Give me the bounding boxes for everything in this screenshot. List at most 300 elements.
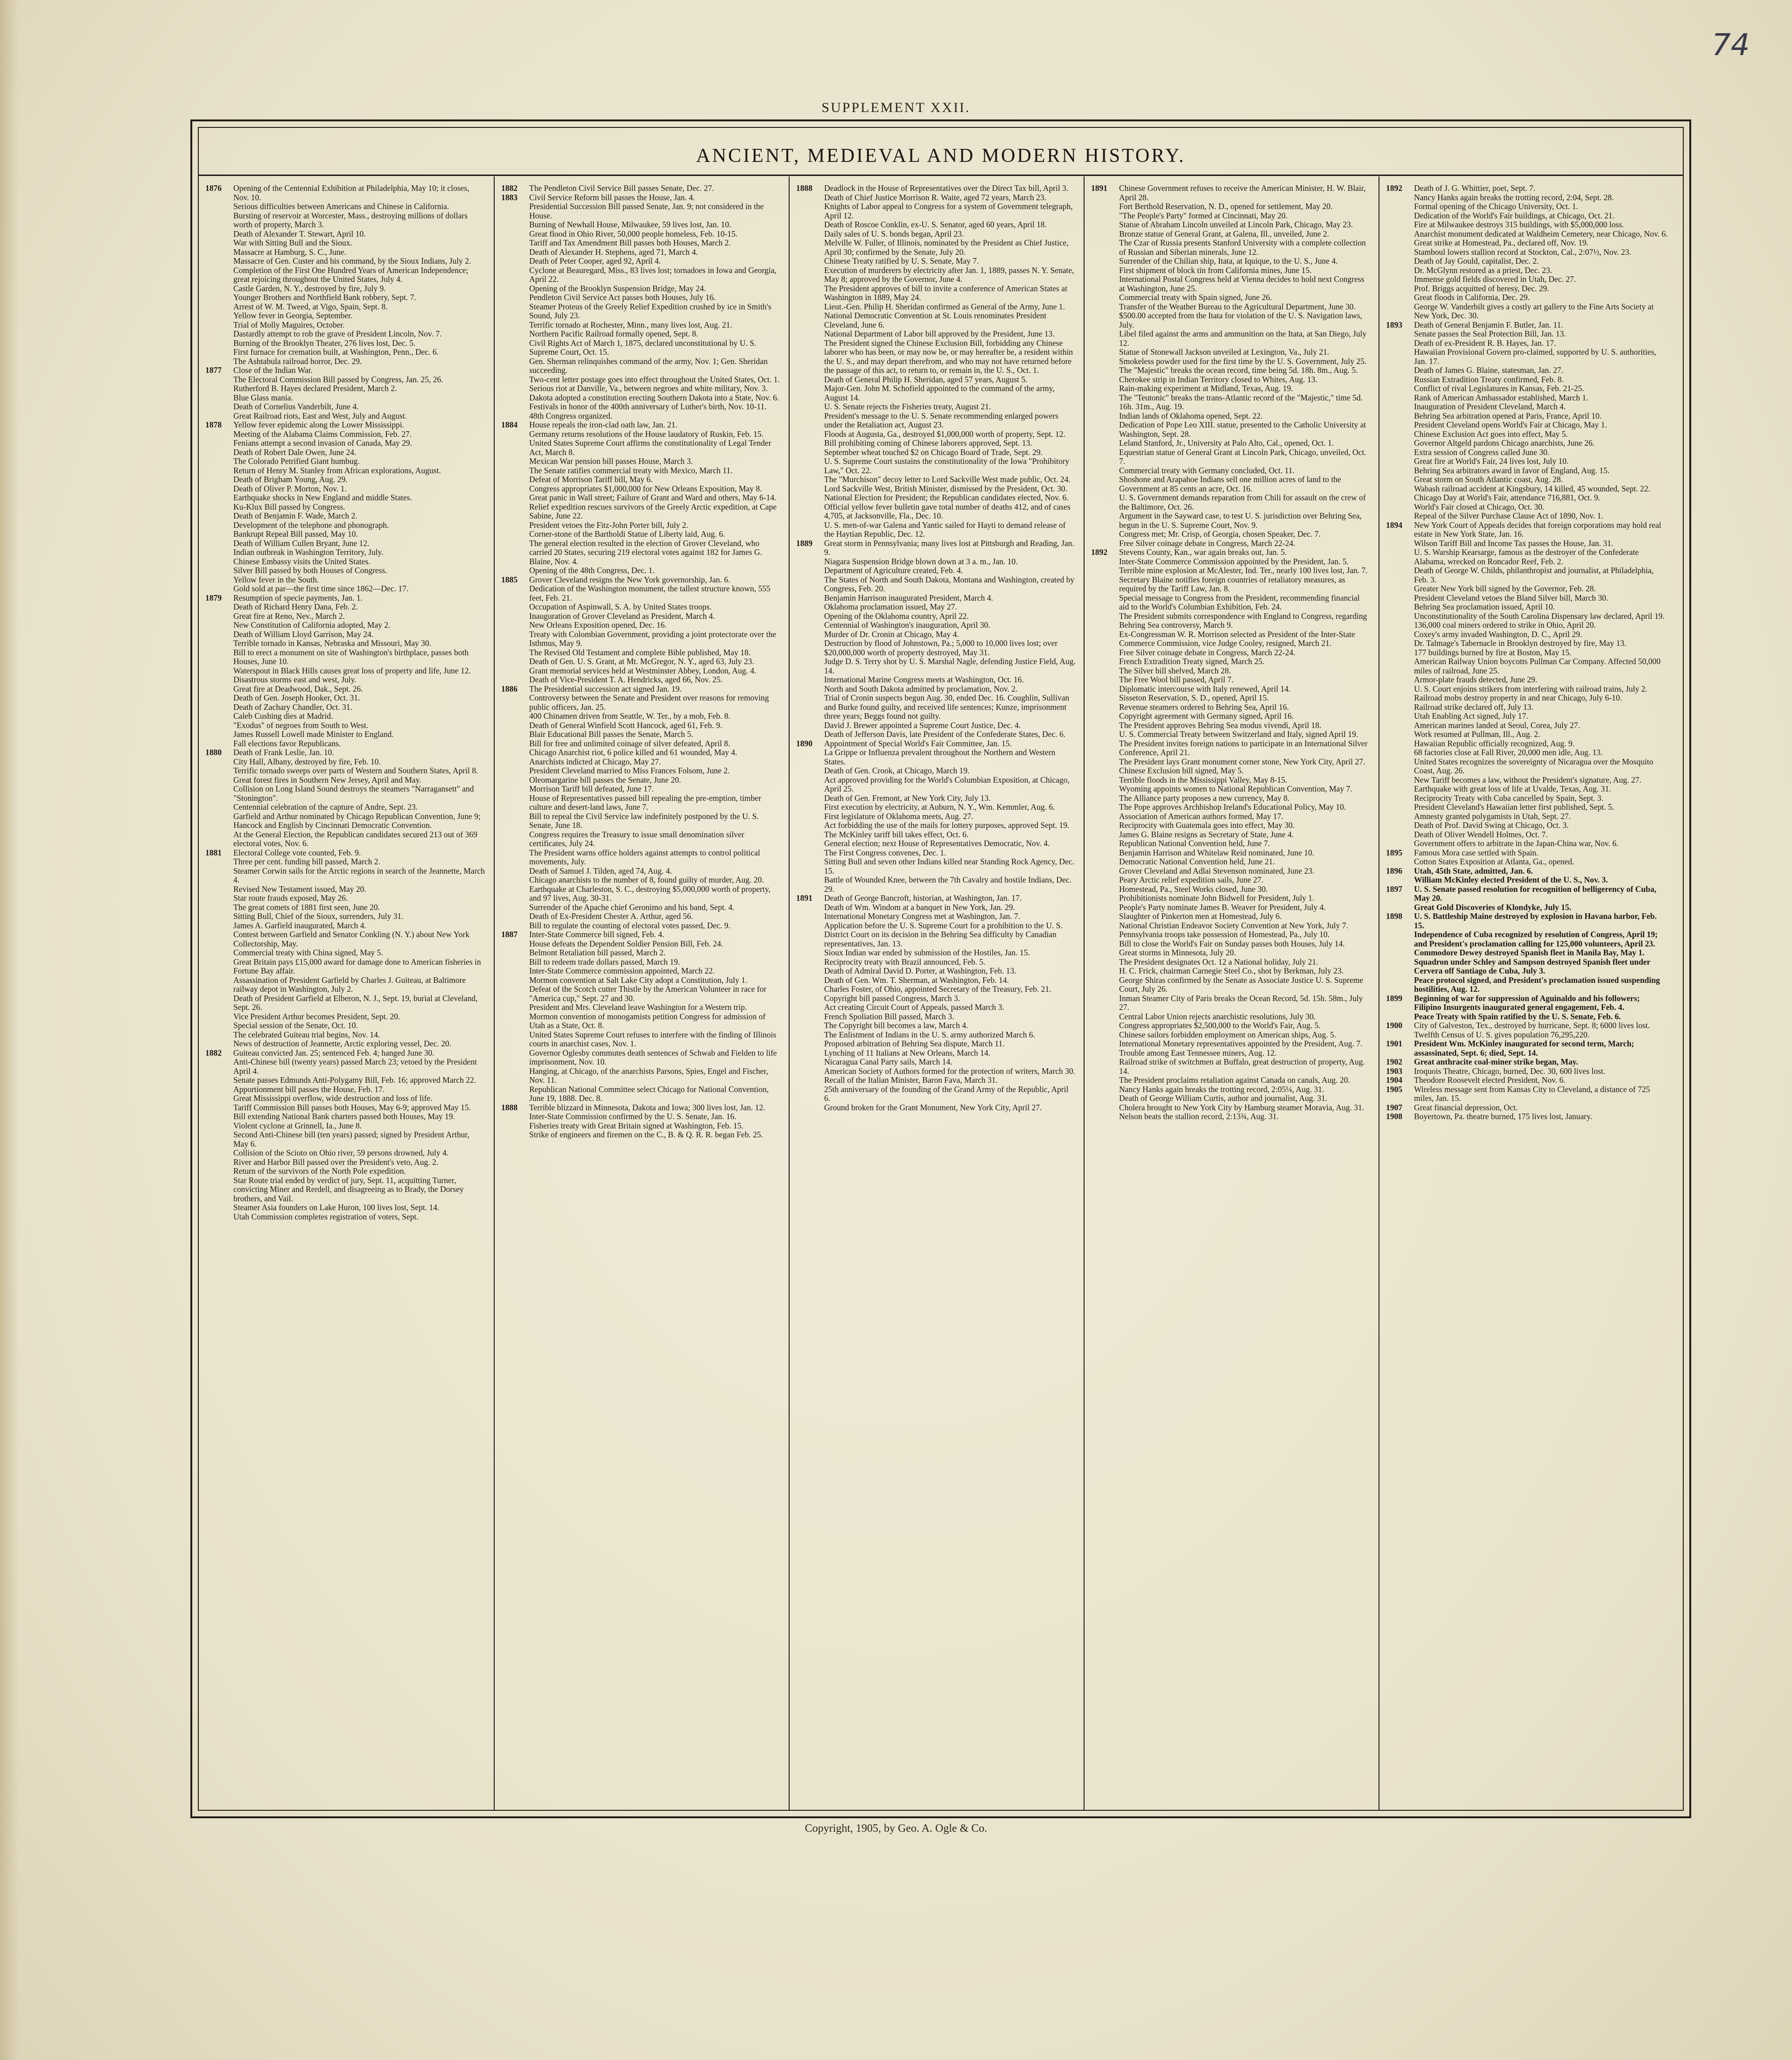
entry-text: Cotton States Exposition at Atlanta, Ga., opened. xyxy=(1414,857,1575,866)
history-entry xyxy=(205,248,486,257)
entry-text: Second Anti-Chinese bill (ten years) passed; signed by President Arthur, May 6. xyxy=(233,1130,469,1149)
history-entry xyxy=(796,193,1076,203)
entry-year xyxy=(205,393,233,403)
history-entry xyxy=(1386,930,1668,948)
entry-text: Serious riot at Danville, Va., between negroes and white military, Nov. 3. xyxy=(529,384,768,393)
entry-text: U. S. men-of-war Galena and Yantic sailed for Hayti to demand release of the Haytian Republic, Dec. 12. xyxy=(824,520,1066,539)
entry-text: Festivals in honor of the 400th anniversary of Luther's birth, Nov. 10-11. xyxy=(529,402,767,411)
entry-year xyxy=(1386,630,1414,639)
entry-text: Star Route trial ended by verdict of jury, Sept. 11, acquitting Turner, convicting Miner and Rerdell, and disagreeing as to Brady, the Dorsey brothers, and Vail. xyxy=(233,1175,464,1203)
entry-year: 1908 xyxy=(1386,1112,1402,1121)
entry-text: New Orleans Exposition opened, Dec. 16. xyxy=(529,620,667,630)
entry-text: Wilson Tariff Bill and Income Tax passes the House, Jan. 31. xyxy=(1414,538,1613,548)
entry-year: 1891 xyxy=(1091,184,1107,193)
entry-text: Death of Vice-President T. A. Hendricks, aged 66, Nov. 25. xyxy=(529,675,723,684)
entry-year xyxy=(205,921,233,931)
history-entry xyxy=(205,830,486,848)
entry-year xyxy=(501,393,529,403)
entry-year xyxy=(205,930,233,948)
entry-text: Great Britain pays £15,000 award for damage done to American fisheries in Fortune Bay affair. xyxy=(233,957,481,975)
entry-year xyxy=(205,894,233,903)
history-entry xyxy=(796,766,1076,776)
entry-year xyxy=(1091,839,1119,848)
history-entry xyxy=(205,448,486,457)
entry-text: Corner-stone of the Bartholdi Statue of Liberty laid, Aug. 6. xyxy=(529,529,725,539)
history-entry xyxy=(1091,694,1371,703)
entry-year xyxy=(1091,420,1119,439)
entry-text: Sitting Bull and seven other Indians killed near Standing Rock Agency, Dec. 15. xyxy=(824,857,1074,876)
history-entry xyxy=(205,639,486,648)
entry-text: Stevens County, Kan., war again breaks out, Jan. 5. xyxy=(1119,547,1287,557)
history-entry xyxy=(501,766,781,776)
entry-year xyxy=(205,384,233,393)
history-entry xyxy=(205,211,486,230)
entry-year xyxy=(205,757,233,767)
entry-year xyxy=(205,830,233,848)
history-entry xyxy=(1091,530,1371,539)
entry-text: Special message to Congress from the President, recommending financial aid to the World's Columbian Exhibition, Feb. 24. xyxy=(1119,593,1360,611)
entry-text: Sisseton Reservation, S. D., opened, April 15. xyxy=(1119,693,1269,702)
entry-text: Trouble among East Tennessee miners, Aug. 12. xyxy=(1119,1048,1277,1058)
entry-text: Anarchist monument dedicated at Waldheim Cemetery, near Chicago, Nov. 6. xyxy=(1414,229,1668,238)
entry-year xyxy=(1386,603,1414,612)
history-entry xyxy=(205,1112,486,1121)
entry-text: 68 factories close at Fall River, 20,000 men idle, Aug. 13. xyxy=(1414,748,1603,757)
entry-year xyxy=(205,1167,233,1176)
entry-year xyxy=(1386,284,1414,294)
history-entry xyxy=(1091,1049,1371,1058)
entry-text: President and Mrs. Cleveland leave Washington for a Western trip. xyxy=(529,1002,747,1012)
entry-text: French Extradition Treaty signed, March 25. xyxy=(1119,657,1265,666)
history-entry xyxy=(501,393,781,403)
entry-year xyxy=(205,448,233,457)
history-entry xyxy=(205,1058,486,1076)
entry-year xyxy=(796,794,824,803)
entry-year xyxy=(205,302,233,312)
entry-year xyxy=(501,985,529,1003)
entry-text: Amnesty granted polygamists in Utah, Sept. 27. xyxy=(1414,811,1571,821)
history-entry xyxy=(796,994,1076,1003)
entry-text: Chicago anarchists to the number of 8, found guilty of murder, Aug. 20. xyxy=(529,875,764,884)
history-entry xyxy=(1091,202,1371,211)
entry-text: The "Murchison" decoy letter to Lord Sackville West made public, Oct. 24. xyxy=(824,475,1071,484)
entry-year xyxy=(205,1012,233,1022)
entry-text: President Cleveland vetoes the Bland Silver bill, March 30. xyxy=(1414,593,1609,603)
entry-text: Presidential Succession Bill passed Senate, Jan. 9; not considered in the House. xyxy=(529,202,764,220)
history-entry xyxy=(205,384,486,393)
entry-text: Inter-State Commerce Commission appointed by the President, Jan. 5. xyxy=(1119,556,1349,566)
history-entry xyxy=(1091,967,1371,976)
entry-year xyxy=(1091,921,1119,931)
entry-text: First legislature of Oklahoma meets, Aug. 27. xyxy=(824,811,973,821)
history-entry xyxy=(796,967,1076,976)
history-entry xyxy=(796,448,1076,457)
history-entry xyxy=(1091,885,1371,894)
entry-year xyxy=(1091,293,1119,302)
entry-year xyxy=(205,1203,233,1212)
entry-text: Mexican War pension bill passes House, March 3. xyxy=(529,456,693,466)
entry-year xyxy=(205,1085,233,1094)
entry-year xyxy=(1091,776,1119,785)
entry-text: International Marine Congress meets at Washington, Oct. 16. xyxy=(824,675,1024,684)
entry-text: Indian outbreak in Washington Territory, July. xyxy=(233,547,384,557)
entry-year xyxy=(1386,757,1414,776)
entry-year xyxy=(205,211,233,230)
history-entry xyxy=(205,348,486,357)
entry-text: Pennsylvania troops take possession of Homestead, Pa., July 10. xyxy=(1119,930,1330,939)
entry-text: Return of Henry M. Stanley from African explorations, August. xyxy=(233,465,441,475)
history-entry xyxy=(501,420,781,430)
history-entry xyxy=(1386,521,1668,539)
entry-year xyxy=(1386,639,1414,648)
entry-text: Electoral College vote counted, Feb. 9. xyxy=(233,848,361,857)
history-entry xyxy=(501,230,781,239)
entry-year xyxy=(501,885,529,903)
entry-text: Arrest of W. M. Tweed, at Vigo, Spain, Sept. 8. xyxy=(233,301,388,311)
entry-text: Blue Glass mania. xyxy=(233,392,293,402)
entry-text: Statue of Abraham Lincoln unveiled at Lincoln Park, Chicago, May 23. xyxy=(1119,220,1353,229)
entry-text: Central Labor Union rejects anarchistic resolutions, July 30. xyxy=(1119,1011,1316,1021)
entry-year xyxy=(1091,830,1119,840)
entry-text: Great storm in Pennsylvania; many lives lost at Pittsburgh and Reading, Jan. 9. xyxy=(824,538,1074,557)
entry-year xyxy=(501,630,529,648)
history-entry xyxy=(1091,675,1371,685)
entry-year xyxy=(1386,958,1414,976)
history-entry xyxy=(1386,339,1668,348)
entry-year xyxy=(796,1058,824,1067)
entry-text: Yellow fever in the South. xyxy=(233,575,319,584)
history-entry xyxy=(796,903,1076,912)
history-entry xyxy=(1386,493,1668,503)
entry-year xyxy=(205,357,233,366)
entry-year xyxy=(796,439,824,448)
history-entry xyxy=(205,666,486,676)
history-entry xyxy=(205,329,486,339)
history-entry xyxy=(796,484,1076,494)
entry-text: The Silver bill shelved, March 28. xyxy=(1119,666,1231,675)
history-entry xyxy=(1091,867,1371,876)
history-entry xyxy=(205,1039,486,1049)
entry-year xyxy=(205,857,233,867)
entry-text: Statue of Stonewall Jackson unveiled at Lexington, Va., July 21. xyxy=(1119,347,1330,357)
history-entry xyxy=(1386,948,1668,958)
entry-text: U. S. Court enjoins strikers from interfering with railroad trains, July 2. xyxy=(1414,684,1648,694)
entry-text: Peace Treaty with Spain ratified by the U. S. Senate, Feb. 6. xyxy=(1414,1011,1621,1021)
entry-text: Major-Gen. John M. Schofield appointed to the command of the army, August 14. xyxy=(824,384,1055,402)
history-entry xyxy=(1091,493,1371,511)
entry-year xyxy=(796,521,824,539)
entry-text: Great forest fires in Southern New Jersey, April and May. xyxy=(233,775,421,785)
history-entry xyxy=(501,885,781,903)
entry-text: Bankrupt Repeal Bill passed, May 10. xyxy=(233,529,358,539)
history-entry xyxy=(501,1012,781,1030)
entry-year xyxy=(1386,703,1414,712)
entry-year xyxy=(205,1130,233,1149)
entry-text: Fort Berthold Reservation, N. D., opened for settlement, May 20. xyxy=(1119,202,1333,211)
history-entry xyxy=(1091,976,1371,994)
history-entry xyxy=(205,739,486,749)
entry-year xyxy=(1091,329,1119,348)
history-entry xyxy=(796,976,1076,985)
entry-text: Inman Steamer City of Paris breaks the Ocean Record, 5d. 15h. 58m., July 27. xyxy=(1119,993,1363,1012)
history-entry xyxy=(796,694,1076,721)
entry-year xyxy=(501,712,529,721)
entry-year xyxy=(501,1067,529,1085)
entry-text: Vice President Arthur becomes President, Sept. 20. xyxy=(233,1011,400,1021)
entry-text: Fire at Milwaukee destroys 315 buildings, with $5,000,000 loss. xyxy=(1414,220,1624,229)
entry-year xyxy=(205,457,233,466)
entry-text: Famous Mora case settled with Spain. xyxy=(1414,848,1539,857)
history-entry xyxy=(205,1176,486,1204)
entry-year xyxy=(501,302,529,321)
entry-text: Boyertown, Pa. theatre burned, 175 lives lost, January. xyxy=(1414,1112,1592,1121)
history-entry xyxy=(501,503,781,521)
entry-year xyxy=(796,675,824,685)
entry-text: Independence of Cuba recognized by resolution of Congress, April 19; and President's proclamation calling for 125,000 volunteers, April 23. xyxy=(1414,930,1658,948)
entry-text: American marines landed at Seoul, Corea, July 27. xyxy=(1414,720,1580,730)
entry-text: Chicago Day at World's Fair, attendance 716,881, Oct. 9. xyxy=(1414,493,1600,502)
entry-year: 1882 xyxy=(501,184,518,193)
entry-text: Controversy between the Senate and President over reasons for removing public officers, Jan. 25. xyxy=(529,693,769,712)
entry-text: Wyoming appoints women to National Republican Convention, May 7. xyxy=(1119,784,1352,793)
history-entry xyxy=(1091,1085,1371,1094)
entry-year xyxy=(1386,329,1414,339)
history-entry xyxy=(796,339,1076,375)
history-entry xyxy=(501,976,781,985)
entry-text: Massacre at Hamburg, S. C., June. xyxy=(233,247,346,257)
entry-year xyxy=(205,703,233,712)
entry-year xyxy=(796,1049,824,1058)
entry-year xyxy=(501,694,529,712)
history-entry xyxy=(796,439,1076,448)
entry-text: French Spoliation Bill passed, March 3. xyxy=(824,1011,954,1021)
column-5 xyxy=(1386,184,1668,1803)
entry-year xyxy=(205,1158,233,1167)
history-entry xyxy=(501,603,781,612)
entry-year xyxy=(1386,657,1414,675)
history-entry xyxy=(1091,448,1371,466)
entry-text: Formal opening of the Chicago University, Oct. 1. xyxy=(1414,202,1578,211)
entry-year xyxy=(1386,493,1414,503)
entry-year xyxy=(1386,466,1414,476)
entry-text: Dastardly attempt to rob the grave of President Lincoln, Nov. 7. xyxy=(233,329,442,338)
history-entry xyxy=(501,339,781,357)
entry-text: Battle of Wounded Knee, between the 7th Cavalry and hostile Indians, Dec. 29. xyxy=(824,875,1071,894)
entry-text: Wireless message sent from Kansas City to Cleveland, a distance of 725 miles, Jan. 15. xyxy=(1414,1084,1650,1103)
entry-year xyxy=(796,503,824,521)
entry-year xyxy=(1386,803,1414,812)
entry-text: The "Teutonic" breaks the trans-Atlantic record of the "Majestic," time 5d. 16h. 31m., Aug. 19. xyxy=(1119,392,1363,411)
history-entry xyxy=(1386,375,1668,385)
history-entry xyxy=(796,238,1076,257)
entry-year xyxy=(1386,739,1414,749)
history-entry xyxy=(1386,785,1668,794)
entry-year xyxy=(205,284,233,294)
history-entry xyxy=(796,630,1076,639)
entry-year xyxy=(205,685,233,694)
entry-text: The Presidential succession act signed Jan. 19. xyxy=(529,684,682,694)
entry-text: Rank of American Ambassador established, March 1. xyxy=(1414,392,1589,402)
entry-year xyxy=(796,448,824,457)
entry-text: The President signed the Chinese Exclusion Bill, forbidding any Chinese laborer who has been, or may now be, or may hereafter be, a resident within the U. S., and may depart therefrom, and who may not have returned before the passage of this act, to return to, or remain in, the U. S., Oct. 1. xyxy=(824,338,1073,375)
history-entry xyxy=(1091,666,1371,676)
history-entry xyxy=(205,1130,486,1149)
entry-text: Death of Peter Cooper, aged 92, April 4. xyxy=(529,256,661,266)
entry-year xyxy=(205,1121,233,1131)
history-entry xyxy=(205,694,486,703)
entry-year xyxy=(205,493,233,503)
entry-text: 400 Chinamen driven from Seattle, W. Ter., by a mob, Feb. 8. xyxy=(529,711,731,721)
entry-year: 1901 xyxy=(1386,1039,1402,1048)
entry-text: Terrific tornado at Rochester, Minn., many lives lost, Aug. 21. xyxy=(529,320,733,329)
entry-year xyxy=(796,230,824,239)
history-entry xyxy=(796,921,1076,949)
entry-year xyxy=(1386,211,1414,221)
entry-text: President vetoes the Fitz-John Porter bill, July 2. xyxy=(529,520,688,530)
entry-text: Lynching of 11 Italians at New Orleans, March 14. xyxy=(824,1048,991,1058)
entry-text: Death of Zachary Chandler, Oct. 31. xyxy=(233,702,352,712)
entry-year xyxy=(501,238,529,248)
entry-year xyxy=(501,675,529,685)
entry-year xyxy=(1091,876,1119,885)
entry-year xyxy=(1386,248,1414,257)
history-entry xyxy=(1091,539,1371,548)
history-entry xyxy=(1091,357,1371,366)
history-entry xyxy=(796,493,1076,503)
history-entry xyxy=(796,721,1076,730)
history-entry xyxy=(205,912,486,921)
history-entry xyxy=(205,994,486,1012)
entry-year: 1885 xyxy=(501,575,518,584)
entry-year xyxy=(205,530,233,539)
entry-year xyxy=(1386,275,1414,284)
entry-text: Squadron under Schley and Sampson destroyed Spanish fleet under Cervera off Santiago de Cuba, July 3. xyxy=(1414,957,1651,975)
entry-text: Coxey's army invaded Washington, D. C., April 29. xyxy=(1414,629,1582,639)
column-4 xyxy=(1091,184,1371,1803)
history-entry xyxy=(205,703,486,712)
entry-year xyxy=(796,821,824,830)
entry-text: Chinese Government refuses to receive the American Minister, H. W. Blair, April 28. xyxy=(1119,184,1366,202)
entry-text: Railroad mobs destroy property in and near Chicago, July 6-10. xyxy=(1414,693,1622,702)
entry-year xyxy=(1386,193,1414,203)
entry-year xyxy=(205,557,233,567)
history-entry xyxy=(1091,1030,1371,1040)
entry-text: The President approves of bill to invite a conference of American States at Washington in 1889, May 24. xyxy=(824,283,1067,302)
entry-year xyxy=(796,430,824,439)
history-entry xyxy=(501,1112,781,1121)
history-entry xyxy=(1091,721,1371,730)
entry-text: Chinese Exclusion Act goes into effect, May 5. xyxy=(1414,429,1568,439)
supplement-heading: SUPPLEMENT XXII. xyxy=(821,100,971,115)
entry-text: Two-cent letter postage goes into effect throughout the United States, Oct. 1. xyxy=(529,374,780,384)
entry-year xyxy=(796,985,824,994)
entry-year xyxy=(501,776,529,785)
history-entry xyxy=(501,666,781,676)
entry-text: Ku-Klux Bill passed by Congress. xyxy=(233,502,345,511)
entry-text: Earthquake at Charleston, S. C., destroying $5,000,000 worth of property, and 97 lives, Aug. 30-31. xyxy=(529,884,770,903)
entry-year xyxy=(1091,867,1119,876)
entry-year xyxy=(205,484,233,494)
entry-text: Nelson beats the stallion record, 2:13¾, Aug. 31. xyxy=(1119,1112,1279,1121)
entry-text: People's Party nominate James B. Weaver for President, July 4. xyxy=(1119,902,1326,912)
history-entry xyxy=(1386,348,1668,366)
entry-year xyxy=(1091,766,1119,776)
entry-year xyxy=(205,1149,233,1158)
entry-year xyxy=(1386,302,1414,321)
entry-text: The President invites foreign nations to participate in an International Silver Conference, April 21. xyxy=(1119,738,1368,757)
history-entry xyxy=(1091,302,1371,312)
entry-year xyxy=(1091,857,1119,867)
entry-year xyxy=(1386,539,1414,548)
history-entry xyxy=(1386,1039,1668,1058)
history-entry xyxy=(501,584,781,603)
entry-text: Argument in the Sayward case, to test U. S. jurisdiction over Behring Sea, begun in the U. S. Supreme Court, Nov. 9. xyxy=(1119,511,1362,530)
entry-text: George W. Vanderbilt gives a costly art gallery to the Fine Arts Society at New York, Dec. 30. xyxy=(1414,301,1654,320)
entry-text: Beginning of war for suppression of Aguinaldo and his followers; Filipino Insurgents inaugurated general engagement, Feb. 4. xyxy=(1414,993,1640,1012)
entry-year xyxy=(205,812,233,830)
history-entry xyxy=(205,1094,486,1103)
history-entry xyxy=(1386,430,1668,439)
history-entry xyxy=(1091,739,1371,757)
history-entry xyxy=(205,266,486,284)
entry-year xyxy=(1091,384,1119,393)
entry-year xyxy=(1091,211,1119,221)
entry-year xyxy=(1091,794,1119,803)
entry-year xyxy=(205,912,233,921)
entry-year xyxy=(1386,648,1414,658)
entry-year xyxy=(1091,685,1119,694)
entry-text: At the General Election, the Republican candidates secured 213 out of 369 electoral votes, Nov. 6. xyxy=(233,829,477,848)
entry-year: 1889 xyxy=(796,538,812,548)
history-entry xyxy=(1386,266,1668,275)
entry-text: American Railway Union boycotts Pullman Car Company. Affected 50,000 miles of railroad, June 25. xyxy=(1414,657,1661,675)
history-entry xyxy=(205,594,486,603)
entry-text: Meeting of the Alabama Claims Commission, Feb. 27. xyxy=(233,429,412,439)
entry-text: Armor-plate frauds detected, June 29. xyxy=(1414,675,1537,684)
entry-text: First furnace for cremation built, at Washington, Penn., Dec. 6. xyxy=(233,347,439,357)
history-entry xyxy=(1386,1030,1668,1040)
history-entry xyxy=(501,484,781,494)
history-entry xyxy=(1386,639,1668,648)
entry-text: Death of ex-President R. B. Hayes, Jan. 17. xyxy=(1414,338,1556,348)
entry-text: Centennial celebration of the capture of Andre, Sept. 23. xyxy=(233,802,418,812)
entry-text: Congress met; Mr. Crisp, of Georgia, chosen Speaker, Dec. 7. xyxy=(1119,529,1321,539)
entry-year xyxy=(796,621,824,630)
entry-text: U. S. Supreme Court sustains the constitutionality of the Iowa "Prohibitory Law," Oct. 22. xyxy=(824,456,1070,475)
entry-text: Senate passes Edmunds Anti-Polygamy Bill, Feb. 16; approved March 22. xyxy=(233,1075,476,1085)
entry-text: Three per cent. funding bill passed, March 2. xyxy=(233,857,380,866)
entry-year xyxy=(205,958,233,976)
history-entry xyxy=(205,202,486,211)
entry-text: Development of the telephone and phonograph. xyxy=(233,520,389,530)
entry-text: International Postal Congress held at Vienna decides to hold next Congress at Washington, June 25. xyxy=(1119,274,1365,293)
entry-text: Bill for free and unlimited coinage of silver defeated, April 8. xyxy=(529,738,730,748)
history-entry xyxy=(1091,994,1371,1012)
history-entry xyxy=(501,694,781,712)
entry-text: Great Railroad riots, East and West, July and August. xyxy=(233,411,407,420)
entry-year xyxy=(1091,757,1119,767)
entry-year xyxy=(1386,839,1414,848)
entry-text: Hanging, at Chicago, of the anarchists Parsons, Spies, Engel and Fischer, Nov. 11. xyxy=(529,1066,769,1085)
entry-year xyxy=(1091,1094,1119,1103)
history-entry xyxy=(501,302,781,321)
entry-text: U. S. Commercial Treaty between Switzerland and Italy, signed April 19. xyxy=(1119,729,1358,739)
entry-year xyxy=(205,329,233,339)
history-entry xyxy=(1386,584,1668,594)
history-entry xyxy=(205,748,486,757)
entry-text: Death of Prof. David Swing at Chicago, Oct. 3. xyxy=(1414,820,1569,830)
entry-year xyxy=(501,484,529,494)
